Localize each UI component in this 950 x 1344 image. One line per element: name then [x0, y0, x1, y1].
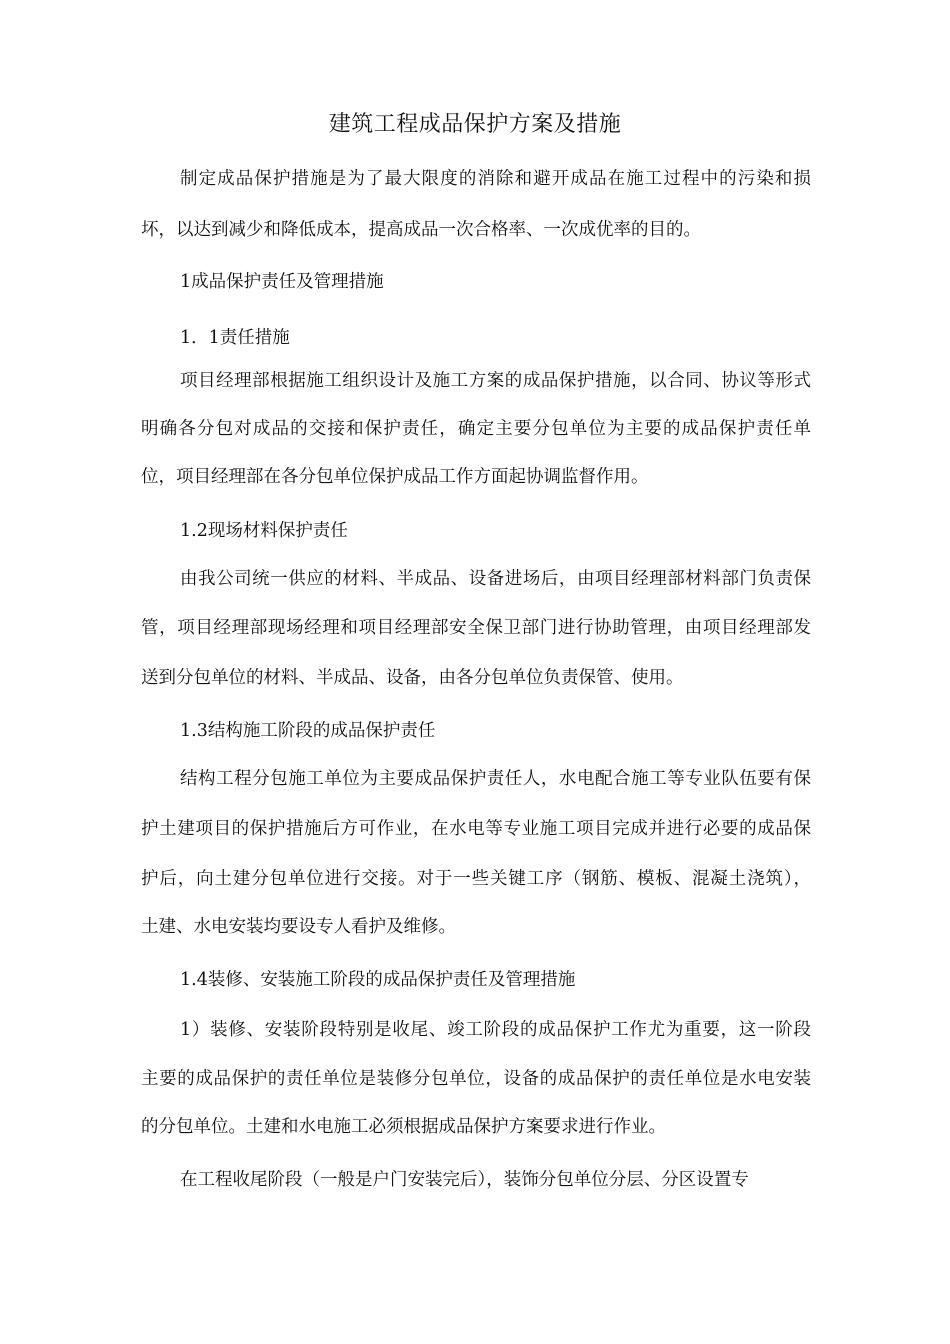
paragraph-line: 1）装修、安装阶段特别是收尾、竣工阶段的成品保护工作尤为重要，这一阶段	[180, 1020, 811, 1040]
section-heading: 1．1责任措施	[180, 328, 290, 348]
paragraph-line: 位，项目经理部在各分包单位保护成品工作方面起协调监督作用。	[141, 467, 649, 487]
paragraph-line: 由我公司统一供应的材料、半成品、设备进场后，由项目经理部材料部门负责保	[180, 569, 811, 589]
paragraph-line: 制定成品保护措施是为了最大限度的消除和避开成品在施工过程中的污染和损	[180, 169, 811, 189]
paragraph-line: 主要的成品保护的责任单位是装修分包单位，设备的成品保护的责任单位是水电安装	[141, 1069, 811, 1089]
section-heading: 1.2现场材料保护责任	[180, 521, 348, 541]
paragraph-line: 项目经理部根据施工组织设计及施工方案的成品保护措施，以合同、协议等形式	[180, 371, 811, 391]
document-title: 建筑工程成品保护方案及措施	[328, 112, 622, 137]
paragraph-line: 送到分包单位的材料、半成品、设备，由各分包单位负责保管、使用。	[141, 668, 684, 688]
paragraph-line: 的分包单位。土建和水电施工必须根据成品保护方案要求进行作业。	[141, 1117, 666, 1137]
section-heading: 1.4装修、安装施工阶段的成品保护责任及管理措施	[180, 970, 576, 990]
paragraph-line: 在工程收尾阶段（一般是户门安装完后），装饰分包单位分层、分区设置专	[180, 1170, 749, 1190]
paragraph-line: 坏，以达到减少和降低成本，提高成品一次合格率、一次成优率的目的。	[141, 220, 701, 240]
section-heading: 1成品保护责任及管理措施	[180, 272, 384, 292]
paragraph-line: 护后，向土建分包单位进行交接。对于一些关键工序（钢筋、模板、混凝土浇筑），	[141, 869, 811, 889]
paragraph-line: 明确各分包对成品的交接和保护责任，确定主要分包单位为主要的成品保护责任单	[141, 419, 811, 439]
paragraph-line: 土建、水电安装均要设专人看护及维修。	[141, 917, 456, 937]
paragraph-line: 结构工程分包施工单位为主要成品保护责任人，水电配合施工等专业队伍要有保	[180, 769, 811, 789]
paragraph-line: 管，项目经理部现场经理和项目经理部安全保卫部门进行协助管理，由项目经理部发	[141, 618, 811, 638]
section-heading: 1.3结构施工阶段的成品保护责任	[180, 721, 436, 741]
paragraph-line: 护土建项目的保护措施后方可作业，在水电等专业施工项目完成并进行必要的成品保	[141, 819, 811, 839]
